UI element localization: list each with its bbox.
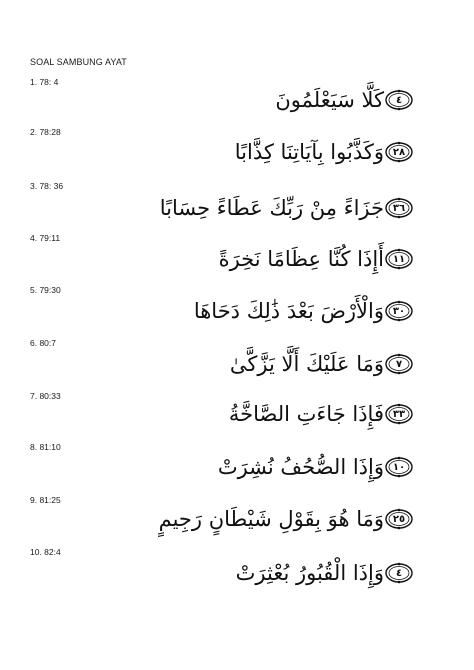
ayah-number: ٢٨ [392,146,406,158]
ayah-text: أَإِذَا كُنَّا عِظَامًا نَخِرَةً [218,247,384,271]
ayah-end-marker-icon [384,196,414,220]
ayah-end-marker-icon [384,507,414,531]
question-label: 6. 80:7 [30,338,56,348]
ayah-end-marker-icon [384,455,414,479]
ayah-end-marker-icon [384,561,414,585]
question-label: 3. 78: 36 [30,181,64,191]
ayah-number: ٧ [395,358,403,370]
ayah-end-marker-icon [384,402,414,426]
ayah-number: ٣٦ [392,202,406,214]
ayah-verse [159,507,416,531]
ayah-end-marker-icon [384,352,414,376]
ayah-verse [219,247,416,271]
ayah-text: وَكَذَّبُوا بِآيَاتِنَا كِذَّابًا [234,140,384,164]
ayah-verse [275,88,416,112]
ayah-end-marker-icon [384,299,414,323]
ayah-text: وَالْأَرْضَ بَعْدَ ذَٰلِكَ دَحَاهَا [193,299,384,323]
ayah-end-marker-icon [384,247,414,271]
ayah-text: كَلَّا سَيَعْلَمُونَ [275,88,384,112]
question-label: 9. 81:25 [30,495,61,505]
ayah-text: فَإِذَا جَاءَتِ الصَّاخَّةُ [228,402,384,426]
worksheet-title: SOAL SAMBUNG AYAT [30,57,127,67]
ayah-number: ٤ [395,567,403,579]
ayah-verse [218,455,416,479]
ayah-verse [229,402,416,426]
ayah-text: وَمَا عَلَيْكَ أَلَّا يَزَّكَّىٰ [229,352,384,376]
ayah-text: وَمَا هُوَ بِقَوْلِ شَيْطَانٍ رَجِيمٍ [158,507,384,531]
ayah-number: ٢٥ [392,513,406,525]
ayah-verse [235,140,416,164]
ayah-verse [160,196,416,220]
question-label: 5. 79:30 [30,285,61,295]
question-label: 10. 82:4 [30,547,61,557]
ayah-text: وَإِذَا الصُّحُفُ نُشِرَتْ [217,455,384,479]
ayah-number: ٣٣ [392,408,406,420]
question-label: 1. 78: 4 [30,77,59,87]
ayah-text: وَإِذَا الْقُبُورُ بُعْثِرَتْ [235,561,384,585]
question-label: 4. 79:11 [30,233,61,243]
ayah-number: ٣٠ [392,305,406,317]
ayah-verse [230,352,416,376]
ayah-number: ١٠ [392,461,406,473]
ayah-verse [236,561,416,585]
ayah-text: جَزَاءً مِنْ رَبِّكَ عَطَاءً حِسَابًا [159,196,384,220]
question-label: 2. 78:28 [30,127,61,137]
ayah-end-marker-icon [384,88,414,112]
ayah-verse [194,299,416,323]
ayah-number: ٤ [395,94,403,106]
question-label: 8. 81:10 [30,442,61,452]
question-label: 7. 80:33 [30,391,61,401]
ayah-number: ١١ [392,253,406,265]
ayah-end-marker-icon [384,140,414,164]
